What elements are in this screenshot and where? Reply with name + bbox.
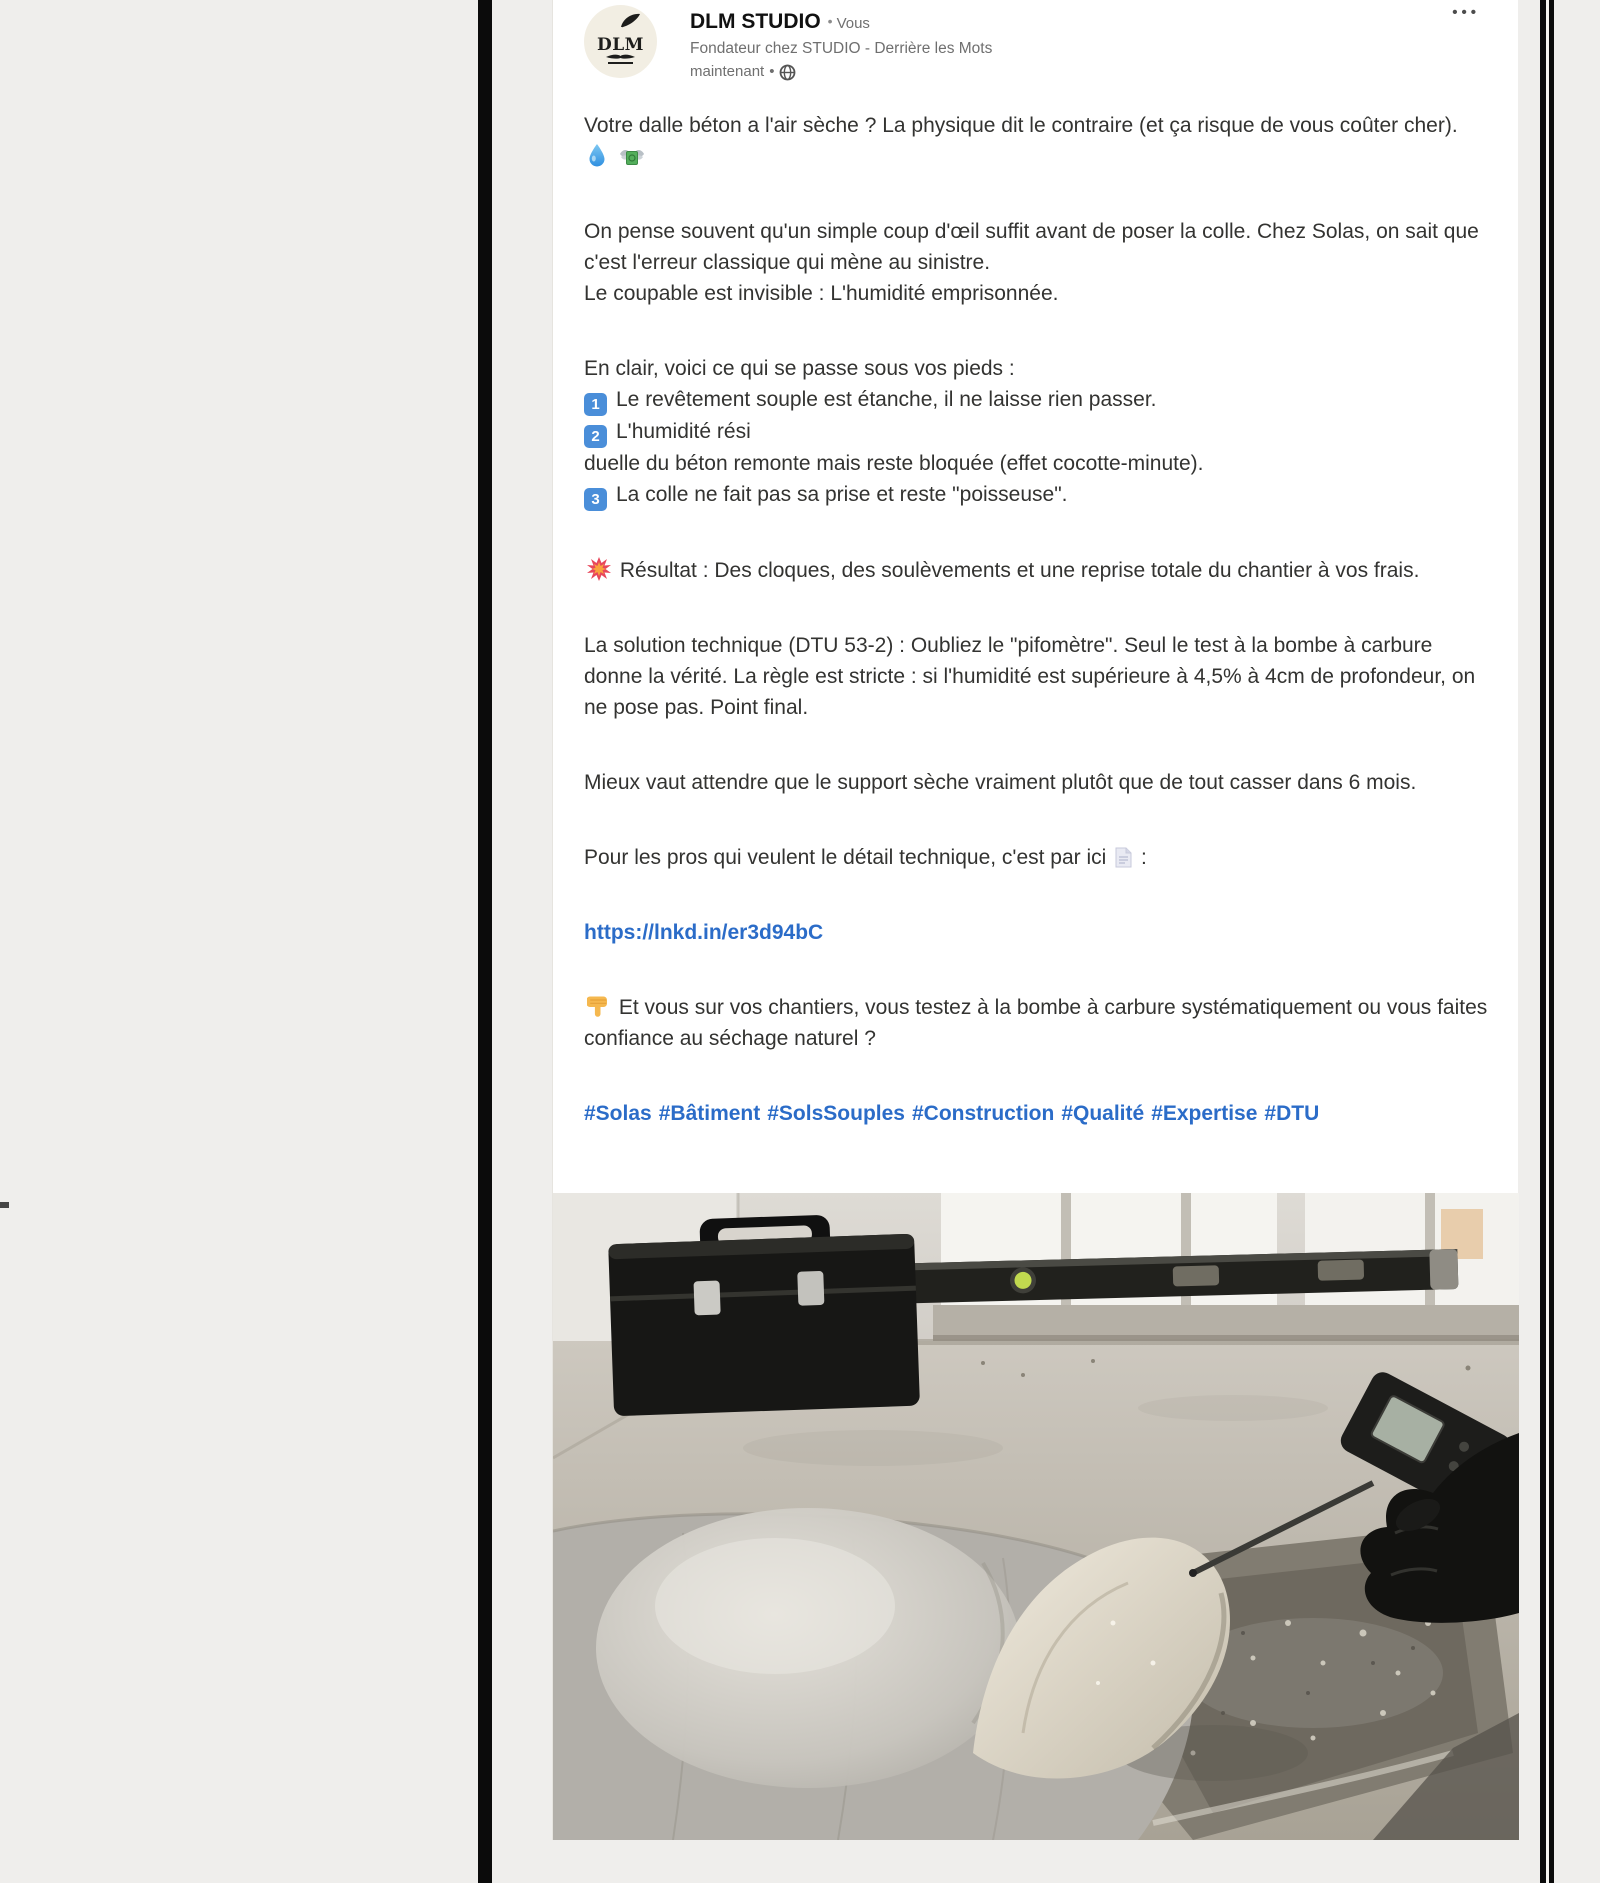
- collision-emoji: [587, 557, 611, 581]
- hashtag[interactable]: #Expertise: [1151, 1102, 1258, 1125]
- left-edge-mark: [0, 1202, 9, 1208]
- hashtag[interactable]: #Solas: [584, 1102, 652, 1125]
- author-name[interactable]: DLM STUDIO: [690, 10, 821, 33]
- moisture-test-photo: [553, 1193, 1519, 1840]
- more-options-button[interactable]: •••: [1452, 4, 1480, 21]
- timestamp-separator-dot: •: [769, 63, 775, 80]
- post-text: [584, 110, 1488, 1129]
- post-paragraph-pros: Pour les pros qui veulent le détail technique, c'est par ici :: [584, 846, 1147, 869]
- dlm-logo-icon: [584, 5, 657, 78]
- author-headline: Fondateur chez STUDIO - Derrière les Mots: [690, 40, 993, 57]
- frame-right-border: [1540, 0, 1554, 1883]
- post-photo[interactable]: [553, 1193, 1519, 1840]
- sheet-bubble: [596, 1508, 1020, 1788]
- hashtag[interactable]: #Qualité: [1061, 1102, 1145, 1125]
- post-paragraph-question: Et vous sur vos chantiers, vous testez à la bombe à carbure systématiquement ou vous faites confiance au séchage naturel ?: [584, 996, 1488, 1050]
- post-paragraph-list: En clair, voici ce qui se passe sous vos pieds : 1 Le revêtement souple est étanche, il ne laisse rien passer. 2 L'humidité rési duelle du béton remonte mais reste bloquée (effet cocotte-minute). 3 La colle ne fait pas sa prise et reste "poisseuse".: [584, 353, 1488, 511]
- byline-separator-dot: •: [827, 13, 833, 29]
- post-link-line: [584, 917, 1488, 948]
- hashtags-line: [584, 1098, 1488, 1129]
- post-meta: [690, 62, 1428, 82]
- keycap-3-emoji: 3: [584, 488, 607, 511]
- page-emoji: [1115, 847, 1132, 868]
- hashtag[interactable]: #SolsSouples: [767, 1102, 905, 1125]
- keycap-2-emoji: 2: [584, 425, 607, 448]
- droplet-emoji: [587, 143, 607, 167]
- post-link[interactable]: https://lnkd.in/er3d94bC: [584, 921, 824, 944]
- hashtag[interactable]: #Bâtiment: [658, 1102, 761, 1125]
- globe-icon: [779, 64, 796, 81]
- post-paragraph-result: Résultat : Des cloques, des soulèvements et une reprise totale du chantier à vos frais.: [584, 555, 1488, 586]
- pointing-down-emoji: [587, 994, 610, 1018]
- post-paragraph-hook: Votre dalle béton a l'air sèche ? La physique dit le contraire (et ça risque de vous coûter cher).: [584, 110, 1488, 172]
- author-block: [690, 9, 1428, 82]
- svg-text:DLM: DLM: [596, 35, 645, 55]
- keycap-1-emoji: 1: [584, 393, 607, 416]
- post-paragraph-wait: Mieux vaut attendre que le support sèche vraiment plutôt que de tout casser dans 6 mois.: [584, 771, 1417, 794]
- frame-left-border: [478, 0, 492, 1883]
- post-header: [553, 0, 1518, 100]
- avatar[interactable]: [584, 5, 657, 78]
- hashtag[interactable]: #DTU: [1264, 1102, 1320, 1125]
- post-paragraph-solution: La solution technique (DTU 53-2) : Oubliez le "pifomètre". Seul le test à la bombe à carbure donne la vérité. La règle est stricte : si l'humidité est supérieure à 4,5% à 4cm de profondeur, on ne pose pas. Point final.: [584, 634, 1476, 719]
- money-with-wings-emoji: [619, 147, 645, 167]
- post-timestamp: maintenant: [690, 63, 765, 80]
- linkedin-post-card: [552, 0, 1518, 1840]
- post-paragraph-problem: On pense souvent qu'un simple coup d'œil suffit avant de poser la colle. Chez Solas, on sait que c'est l'erreur classique qui mène au sinistre. Le coupable est invisible : L'humidité emprisonnée.: [584, 220, 1479, 305]
- hashtag[interactable]: #Construction: [911, 1102, 1055, 1125]
- author-you-label: Vous: [836, 15, 870, 32]
